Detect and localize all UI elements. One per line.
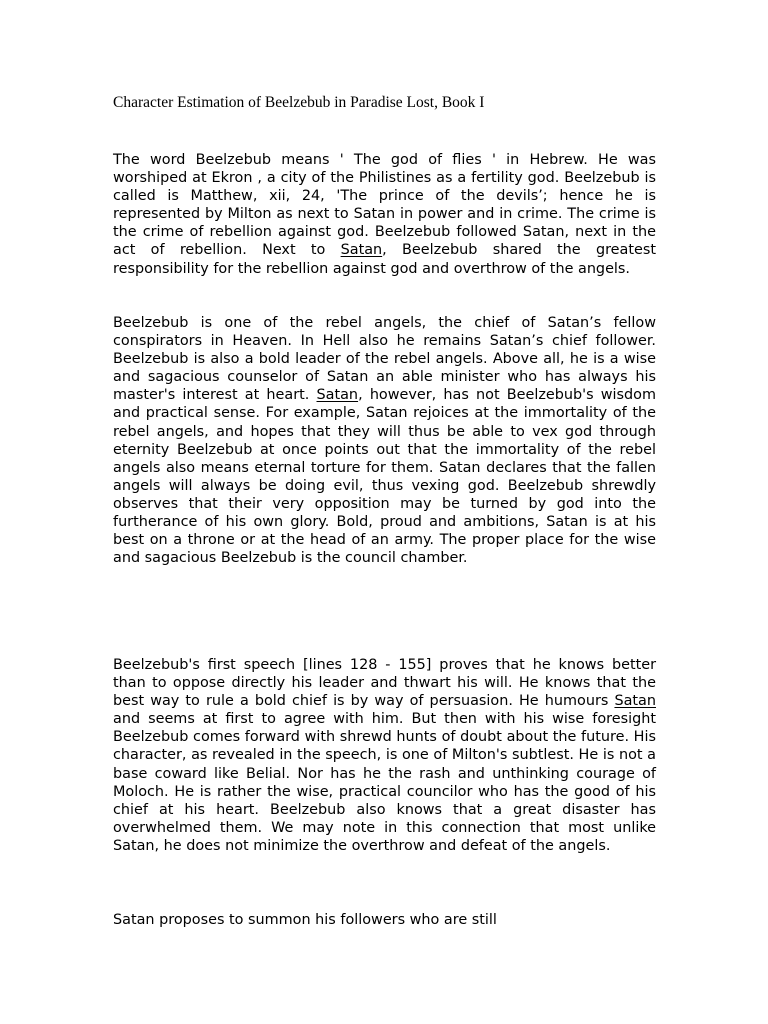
paragraph-1-text-b: , Beelzebub shared the greatest responsibility for the rebellion against god and overthrow of the angels. xyxy=(113,242,656,277)
paragraph-4-text: Satan proposes to summon his followers who are still xyxy=(113,912,497,928)
paragraph-2-text-a: Beelzebub is one of the rebel angels, the chief of Satan’s fellow conspirators in Heaven. In Hell also he remains Satan’s chief follower. Beelzebub is also a bold leader of the rebel angels. Above all, he is a wise and sagacious counselor of Satan an able minister who has always his master's interest at heart. xyxy=(113,315,656,404)
paragraph-2-text-b: , however, has not Beelzebub's wisdom and practical sense. For example, Satan rejoices at the immortality of the rebel angels, and hopes that they will thus be able to vex god through eternity Beelzebub at once points out that the immortality of the rebel angels also means eternal torture for them. Satan declares that the fallen angels will always be doing evil, thus vexing god. Beelzebub shrewdly observes that their very opposition may be turned by god into the furtherance of his own glory. Bold, proud and ambitions, Satan is at his best on a throne or at the head of an army. The proper place for the wise and sagacious Beelzebub is the council chamber. xyxy=(113,387,656,567)
paragraph-2 xyxy=(113,314,656,567)
satan-link[interactable]: Satan xyxy=(614,693,656,710)
paragraph-1 xyxy=(113,151,656,278)
paragraph-3 xyxy=(113,656,656,855)
satan-link[interactable]: Satan xyxy=(316,387,359,404)
paragraph-3-text-a: Beelzebub's first speech [lines 128 - 155] proves that he knows better than to oppose directly his leader and thwart his will. He knows that the best way to rule a bold chief is by way of persuasion. He humours xyxy=(113,657,656,710)
paragraph-4 xyxy=(113,911,656,929)
paragraph-3-text-b: and seems at first to agree with him. But then with his wise foresight Beelzebub comes forward with shrewd hunts of doubt about the future. His character, as revealed in the speech, is one of Milton's subtlest. He is not a base coward like Belial. Nor has he the rash and unthinking courage of Moloch. He is rather the wise, practical councilor who has the good of his chief at his heart. Beelzebub also knows that a great disaster has overwhelmed them. We may note in this connection that most unlike Satan, he does not minimize the overthrow and defeat of the angels. xyxy=(113,711,656,854)
satan-link[interactable]: Satan xyxy=(340,242,383,259)
document-title: Character Estimation of Beelzebub in Paradise Lost, Book I xyxy=(113,94,485,111)
paragraph-1-text-a: The word Beelzebub means ' The god of flies ' in Hebrew. He was worshiped at Ekron , a city of the Philistines as a fertility god. Beelzebub is called is Matthew, xii, 24, 'The prince of the devils’; hence he is represented by Milton as next to Satan in power and in crime. The crime is the crime of rebellion against god. Beelzebub followed Satan, next in the act of rebellion. Next to xyxy=(113,152,656,259)
